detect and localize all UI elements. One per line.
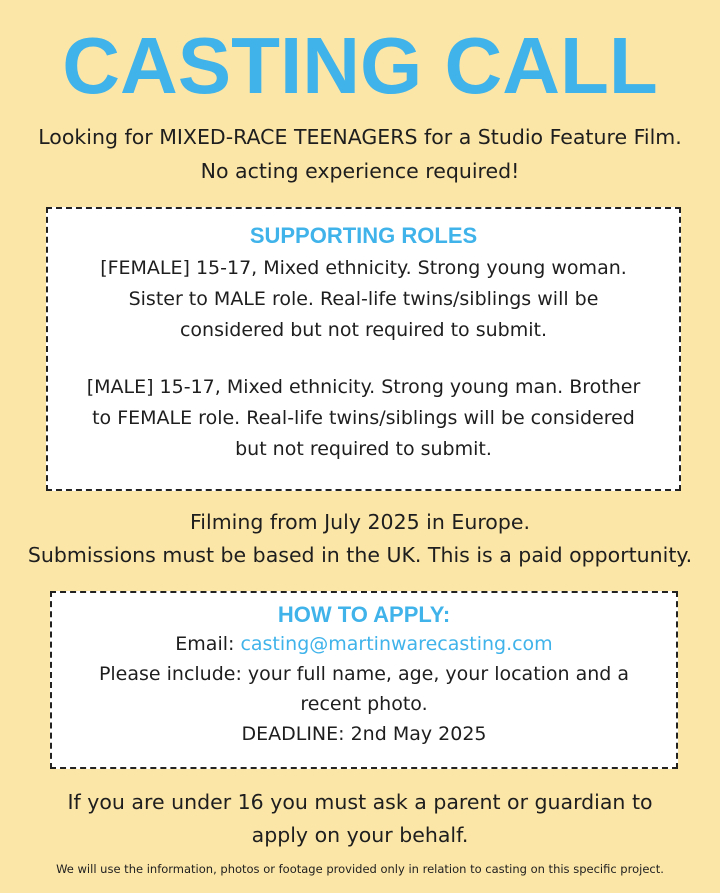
include-line-1: Please include: your full name, age, your location and a bbox=[98, 663, 630, 685]
male-role-line-1: [MALE] 15-17, Mixed ethnicity. Strong young man. Brother bbox=[86, 376, 641, 398]
female-role-line-1: [FEMALE] 15-17, Mixed ethnicity. Strong young woman. bbox=[100, 257, 627, 279]
filming-info bbox=[0, 506, 720, 572]
deadline-text: DEADLINE: 2nd May 2025 bbox=[241, 723, 487, 745]
male-role-line-3: but not required to submit. bbox=[235, 438, 492, 460]
email-label: Email: bbox=[175, 633, 241, 655]
include-line-2: recent photo. bbox=[300, 693, 428, 715]
filming-line-1: Filming from July 2025 in Europe. bbox=[190, 510, 530, 534]
filming-line-2: Submissions must be based in the UK. This is a paid opportunity. bbox=[27, 543, 693, 567]
supporting-roles-box bbox=[46, 207, 681, 491]
how-to-apply-heading: HOW TO APPLY: bbox=[277, 602, 451, 627]
under-16-notice bbox=[0, 786, 720, 852]
male-role-line-2: to FEMALE role. Real-life twins/siblings will be considered bbox=[92, 407, 635, 429]
female-role-line-3: considered but not required to submit. bbox=[179, 319, 547, 341]
female-role-description bbox=[48, 253, 679, 346]
email-link[interactable]: casting@martinwarecasting.com bbox=[240, 633, 553, 655]
intro-text bbox=[0, 120, 720, 188]
how-to-apply-box bbox=[50, 591, 678, 769]
email-line bbox=[52, 629, 676, 659]
privacy-disclaimer: We will use the information, photos or footage provided only in relation to casting on this specific project. bbox=[56, 862, 664, 876]
supporting-roles-heading: SUPPORTING ROLES bbox=[249, 223, 478, 248]
intro-line-1: Looking for MIXED-RACE TEENAGERS for a Studio Feature Film. bbox=[38, 125, 682, 149]
female-role-line-2: Sister to MALE role. Real-life twins/siblings will be bbox=[128, 288, 599, 310]
under-16-line-1: If you are under 16 you must ask a parent or guardian to bbox=[67, 790, 653, 814]
male-role-description bbox=[48, 372, 679, 465]
how-to-apply-details bbox=[52, 629, 676, 749]
poster-title: CASTING CALL bbox=[62, 21, 658, 110]
under-16-line-2: apply on your behalf. bbox=[251, 823, 469, 847]
intro-line-2: No acting experience required! bbox=[200, 159, 520, 183]
